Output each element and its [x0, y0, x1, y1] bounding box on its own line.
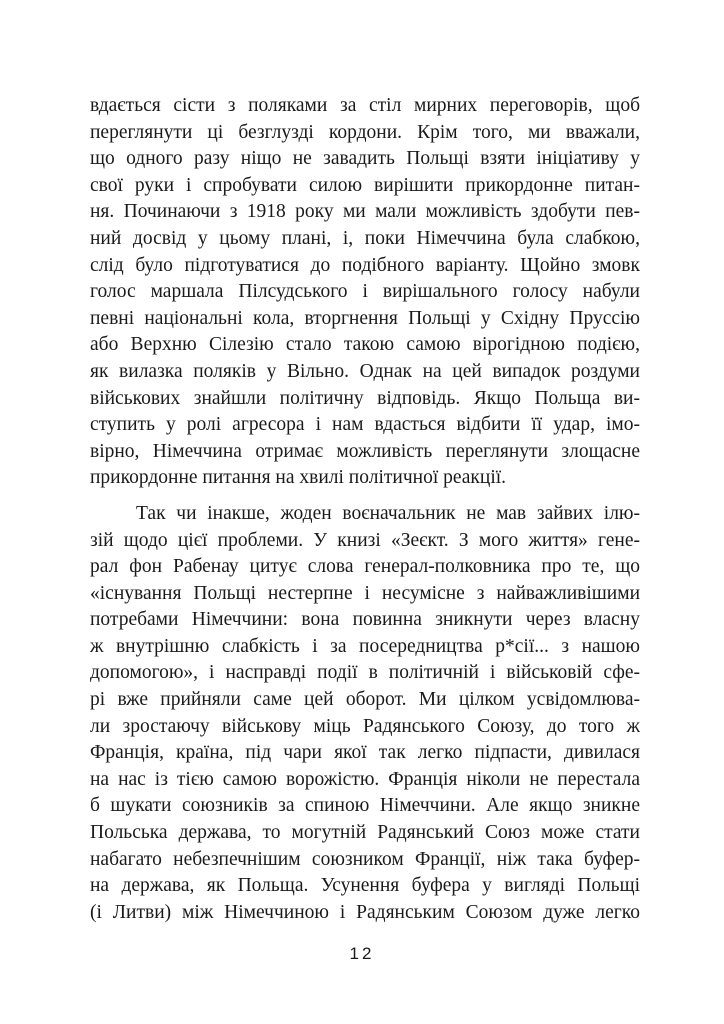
text-line: «існування Польщі нестерпне і несумісне з найважливішими — [90, 582, 640, 604]
text-line: Так чи інакше, жоден воєначальник не мав зайвих ілю- — [136, 502, 640, 524]
text-line: б шукати союзників за спиною Німеччини. Але якщо зникне — [90, 795, 640, 817]
body-text — [90, 93, 640, 926]
text-line: набагато небезпечнішим союзником Франції, ніж така буфер- — [90, 848, 640, 870]
text-line: (і Литви) між Німеччиною і Радянським Союзом дуже легко — [90, 901, 640, 923]
text-line: допомогою», і насправді події в політичній і військовій сфе- — [90, 662, 640, 684]
text-line: на держава, як Польща. Усунення буфера у вигляді Польщі — [90, 875, 640, 897]
text-line: рі вже прийняли саме цей оборот. Ми цілком усвідомлюва- — [90, 689, 640, 711]
text-line: голос маршала Пілсудського і вирішального голосу набули — [90, 281, 640, 303]
paragraph-2 — [90, 501, 640, 927]
text-line: ний досвід у цьому плані, і, поки Німеччина була слабкою, — [90, 227, 640, 249]
text-line: прикордонне питання на хвилі політичної реакції. — [90, 467, 507, 489]
text-line: переглянути ці безглузді кордони. Крім того, ми вважали, — [90, 121, 640, 143]
text-line: ступить у ролі агресора і нам вдасться відбити її удар, імо- — [90, 414, 640, 436]
text-line: рал фон Рабенау цитує слова генерал-полковника про те, що — [90, 556, 640, 578]
text-line: на нас із тією самою ворожістю. Франція ніколи не перестала — [90, 768, 640, 790]
text-line: як вилазка поляків у Вільно. Однак на цей випадок роздуми — [90, 360, 640, 382]
text-line: військових знайшли політичну відповідь. Якщо Польща ви- — [90, 387, 640, 409]
text-line: зій щодо цієї проблеми. У книзі «Зеєкт. З мого життя» гене- — [90, 529, 640, 551]
text-line: слід було підготуватися до подібного варіанту. Щойно змовк — [90, 254, 640, 276]
text-line: свої руки і спробувати силою вирішити прикордонне питан- — [90, 174, 640, 196]
text-line: що одного разу ніщо не завадить Польщі взяти ініціативу у — [90, 148, 640, 170]
text-line: ли зростаючу військову міць Радянського Союзу, до того ж — [90, 715, 640, 737]
text-line: Франція, країна, під чари якої так легко підпасти, дивилася — [90, 742, 640, 764]
text-line: вдається сісти з поляками за стіл мирних переговорів, щоб — [90, 95, 640, 116]
text-line: Польська держава, то могутній Радянський Союз може стати — [90, 822, 640, 844]
text-line: вірно, Німеччина отримає можливість переглянути злощасне — [90, 440, 640, 462]
text-line: ж внутрішню слабкість і за посередництва р*сії... з нашою — [90, 635, 640, 657]
paragraph-1 — [90, 93, 640, 492]
text-line: потребами Німеччини: вона повинна зникнути через власну — [90, 609, 640, 631]
text-line: ня. Починаючи з 1918 року ми мали можливість здобути пев- — [90, 201, 640, 223]
page-number: 12 — [349, 944, 375, 963]
text-line: певні національні кола, вторгнення Польщі у Східну Пруссію — [90, 307, 640, 329]
paragraph-spacing — [90, 492, 640, 501]
text-line: або Верхню Сілезію стало такою самою вірогідною подією, — [90, 334, 640, 356]
